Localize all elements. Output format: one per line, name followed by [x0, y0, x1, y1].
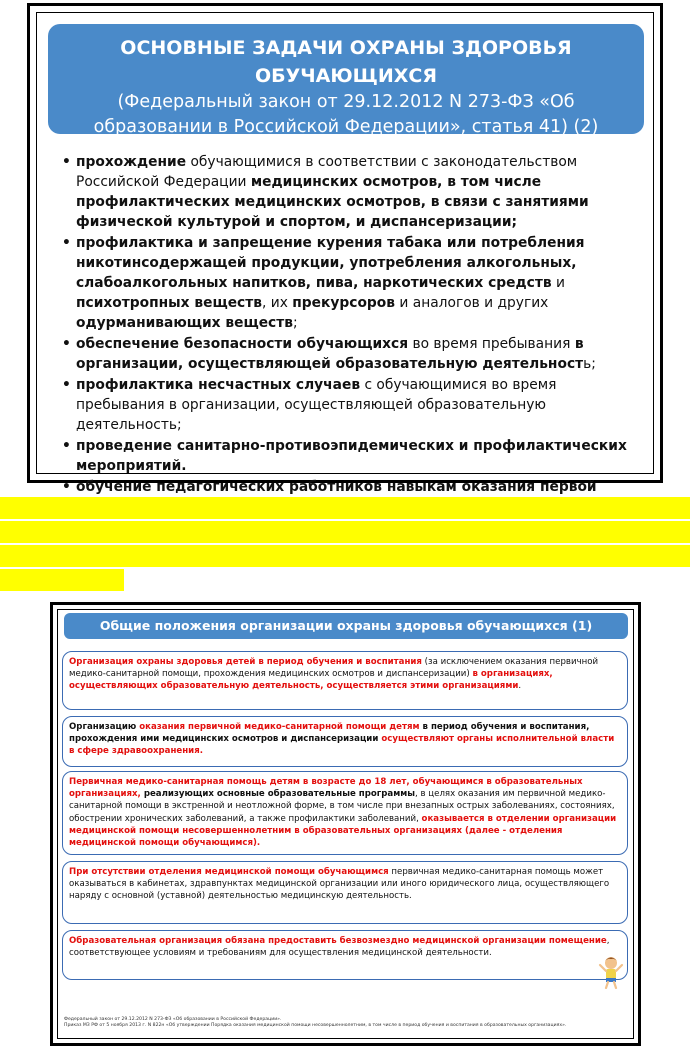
task-text-run: прохождение	[76, 154, 187, 170]
slide-1-subtitle: (Федеральный закон от 29.12.2012 N 273-ФЗ «Об образовании в Российской Федерации», статья 41) (2)	[93, 92, 599, 137]
slide-1-task-list	[62, 152, 638, 518]
task-text-run: прекурсоров	[292, 295, 396, 311]
yellow-highlight-line	[0, 545, 690, 567]
provision-text-run: Организация охраны здоровья детей в период обучения и воспитания	[69, 657, 422, 667]
slide-1-title: ОСНОВНЫЕ ЗАДАЧИ ОХРАНЫ ЗДОРОВЬЯ ОБУЧАЮЩИХСЯ	[120, 37, 572, 87]
task-text-run: медицинских осмотров, в том числе профилактических медицинских осмотров, в связи с занятиями физической культурой и спортом, и диспансеризации;	[76, 174, 589, 230]
provision-text	[69, 721, 621, 758]
provision-text-run: , в целях оказания им первичной медико-санитарной помощи в экстренной и неотложной форме, в том числе при внезапных острых заболеваниях, состояниях, обострении хронических заболеваний, а также профилактики заболеваний,	[69, 789, 615, 824]
task-text-run: ь;	[583, 356, 596, 372]
provision-box	[62, 930, 628, 980]
task-text-run: профилактика и запрещение курения табака или потребления никотинсодержащей продукции, употребления алкогольных, слабоалкогольных напитков, пива, наркотических средств	[76, 235, 585, 291]
footnote-line: Федеральный закон от 29.12.2012 N 273-ФЗ «Об образовании в Российской Федерации».	[64, 1017, 282, 1022]
provision-box	[62, 651, 628, 710]
provision-text-run: в период обучения и воспитания, прохождения ими медицинских осмотров и диспансеризации	[69, 722, 590, 745]
task-text-run: обеспечение безопасности обучающихся	[76, 336, 409, 352]
provision-text-run: (за исключением оказания первичной медико-санитарной помощи, прохождения медицинских осмотров и диспансеризации)	[69, 657, 599, 680]
task-list-item	[62, 375, 638, 435]
task-text-run: профилактика несчастных случаев	[76, 377, 361, 393]
provision-text-run: осуществляют органы исполнительной власти в сфере здравоохранения.	[69, 734, 615, 757]
provision-text-run: первичная медико-санитарная помощь может оказываться в кабинетах, здравпунктах медицинской организации или иного юридического лица, осуществляющего наряду с основной (уставной) деятельностью медицинскую деятельность.	[69, 867, 610, 902]
task-text-run: с обучающимися во время пребывания в организации, осуществляющей образовательную деятельность;	[76, 377, 557, 433]
yellow-highlight-line	[0, 521, 690, 543]
slide-2-footnote	[64, 1017, 624, 1028]
provision-box	[62, 861, 628, 924]
provision-text-run: Первичная медико-санитарная помощь детям в возрасте до 18 лет, обучающимся в образовательных организациях,	[69, 777, 583, 800]
provision-text-run: оказания первичной медико-санитарной помощи детям	[139, 722, 420, 732]
task-list-item	[62, 334, 638, 374]
provision-text-run: реализующих основные образовательные программы	[140, 789, 416, 800]
provision-text-run: в организациях, осуществляющих образовательную деятельность, осуществляется этими организациями	[69, 669, 553, 692]
task-text-run: в организации, осуществляющей образовательную деятельност	[76, 336, 584, 372]
task-text-run: проведение санитарно-противоэпидемических и профилактических мероприятий.	[76, 438, 627, 474]
footnote-line: Приказ МЗ РФ от 5 ноября 2013 г. N 822н «Об утверждении Порядка оказания медицинской помощи несовершеннолетним, в том числе в период обучения и воспитания в образовательных организациях».	[64, 1022, 567, 1028]
provision-text-run: .	[518, 681, 522, 692]
provision-box	[62, 716, 628, 767]
child-figure-icon	[598, 955, 624, 989]
provision-text	[69, 656, 621, 693]
provision-box	[62, 771, 628, 855]
task-list-item	[62, 436, 638, 476]
task-list-item	[62, 152, 638, 232]
provision-text-run: При отсутствии отделения медицинской помощи обучающимся	[69, 867, 389, 877]
yellow-highlight-line	[0, 569, 124, 591]
task-text-run: обучение педагогических работников навыкам оказания первой	[76, 479, 597, 495]
provision-text-run: Образовательная организация обязана предоставить безвозмездно медицинской организации помещение	[69, 936, 607, 946]
provision-text	[69, 776, 621, 849]
provision-text-run: , соответствующее условиям и требованиям для осуществления медицинской деятельности.	[69, 936, 610, 959]
provision-text	[69, 935, 621, 959]
provision-text-run: оказывается в отделении организации медицинской помощи несовершеннолетним в образовательных организациях (далее - отделения медицинской помощи обучающимся).	[69, 813, 617, 849]
task-text-run: и	[551, 275, 565, 291]
task-text-run: и аналогов и других	[395, 295, 549, 311]
slide-2-title: Общие положения организации охраны здоровья обучающихся (1)	[64, 613, 628, 639]
provision-text	[69, 866, 621, 903]
slide-1-title-banner	[48, 24, 644, 137]
task-text-run: одурманивающих веществ	[76, 315, 293, 331]
provision-text-run: Организацию	[69, 722, 140, 732]
task-text-run: психотропных веществ	[76, 295, 262, 311]
yellow-highlight-line	[0, 497, 690, 519]
task-list-item	[62, 233, 638, 333]
task-text-run: обучающимися в соответствии с законодательством Российской Федерации	[76, 154, 578, 190]
task-text-run: во время пребывания	[408, 336, 575, 352]
task-text-run: , их	[261, 295, 293, 311]
task-text-run: ;	[292, 315, 298, 331]
